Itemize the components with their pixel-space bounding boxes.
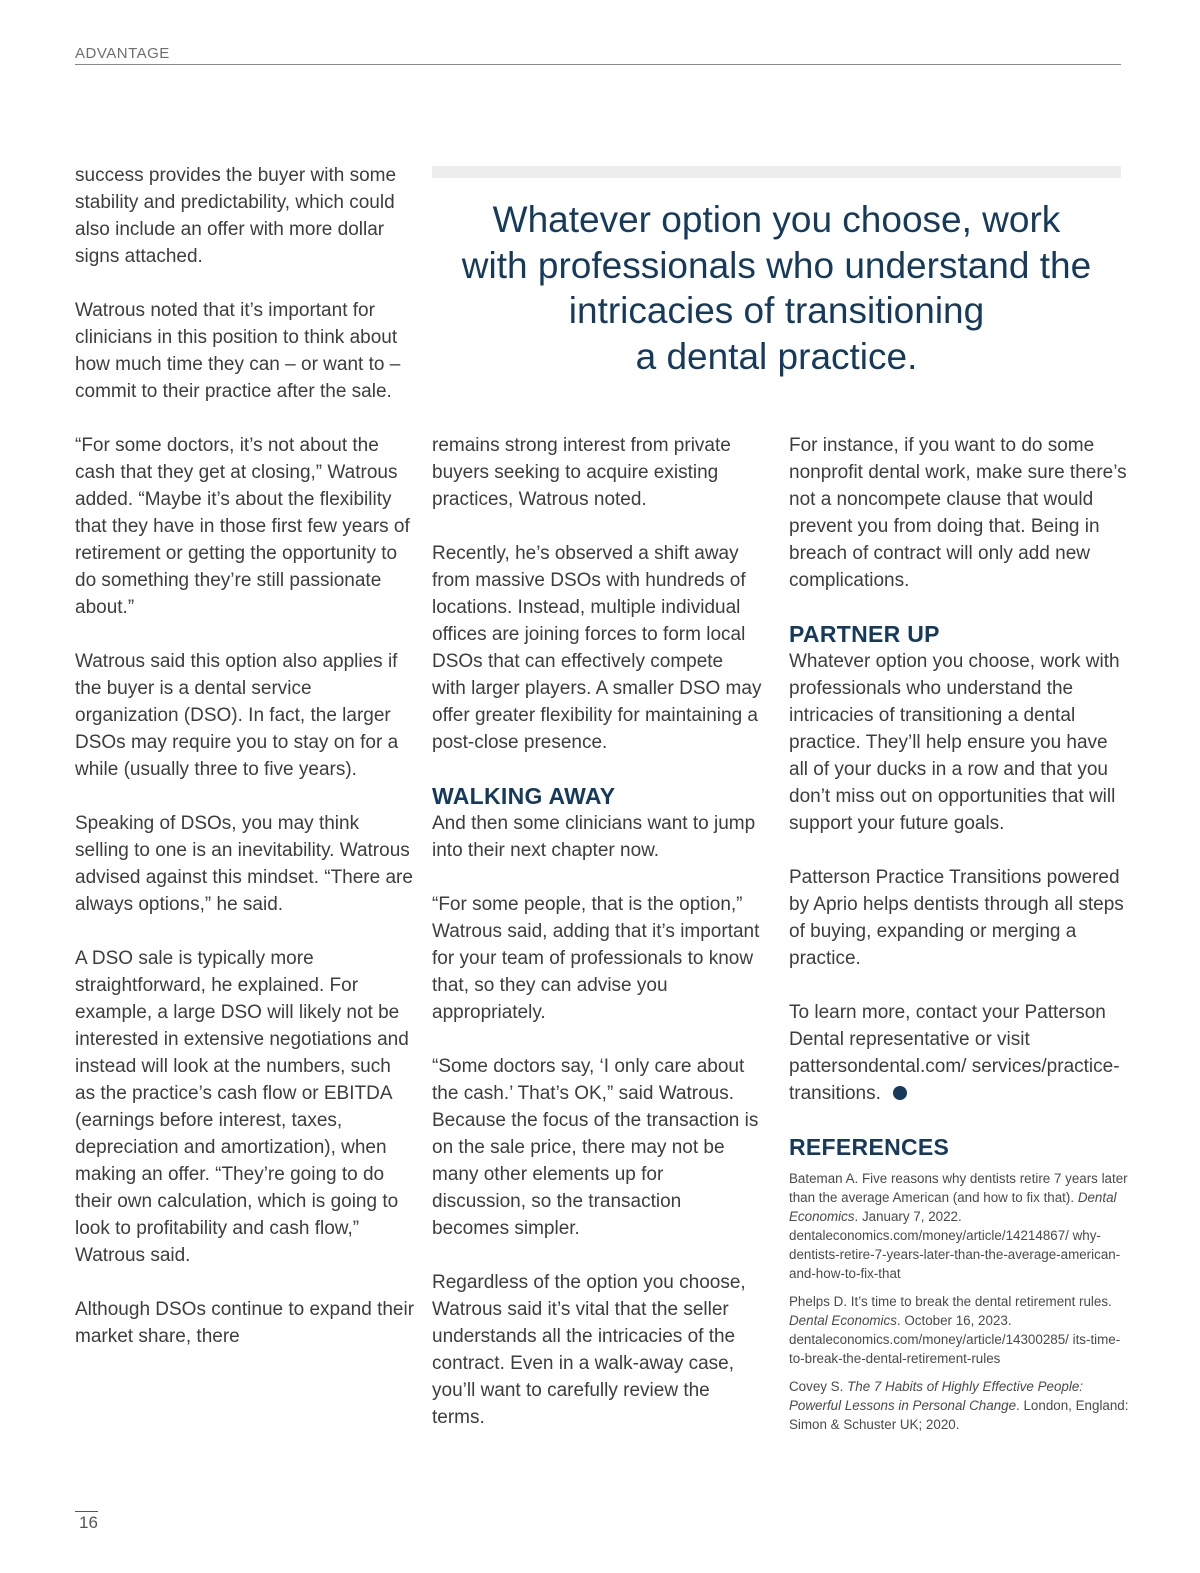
- reference-item: [789, 1377, 1129, 1434]
- pull-quote: [432, 197, 1121, 379]
- article-column-1: [75, 162, 415, 1350]
- reference-text: . October 16, 2023. dentaleconomics.com/money/article/14300285/ its-time-to-break-the-dental-retirement-rules: [789, 1313, 1121, 1366]
- reference-journal: The 7 Habits of Highly Effective People: Powerful Lessons in Personal Change: [789, 1379, 1084, 1413]
- reference-journal: Dental Economics: [789, 1313, 897, 1328]
- reference-item: [789, 1292, 1129, 1368]
- body-paragraph: remains strong interest from private buyers seeking to acquire existing practices, Watrous noted.: [432, 435, 731, 510]
- body-paragraph: “Some doctors say, ‘I only care about the cash.’ That’s OK,” said Watrous. Because the focus of the transaction is on the sale price, there may not be many other elements up for discussion, so the transaction becomes simpler.: [432, 1056, 759, 1239]
- body-paragraph: Watrous said this option also applies if the buyer is a dental service organization (DSO). In fact, the larger DSOs may require you to stay on for a while (usually three to five years).: [75, 651, 399, 780]
- body-paragraph: “For some people, that is the option,” Watrous said, adding that it’s important for your team of professionals to know that, so they can advise you appropriately.: [432, 894, 760, 1023]
- body-paragraph: Whatever option you choose, work with professionals who understand the intricacies of transitioning a dental practice. They’ll help ensure you have all of your ducks in a row and that you don’t miss out on opportunities that will support your future goals.: [789, 651, 1120, 834]
- walking-away-heading: WALKING AWAY: [432, 783, 616, 809]
- body-paragraph: A DSO sale is typically more straightforward, he explained. For example, a large DSO will likely not be interested in extensive negotiations and instead will look at the numbers, such as the practice’s cash flow or EBITDA (earnings before interest, taxes, depreciation and amortization), when making an offer. “They’re going to do their own calculation, which is going to look to profitability and cash flow,” Watrous said.: [75, 948, 409, 1266]
- pull-quote-line: with professionals who understand the: [461, 244, 1092, 286]
- page-number: 16: [79, 1513, 98, 1532]
- pull-quote-line: Whatever option you choose, work: [492, 199, 1061, 240]
- body-paragraph: Speaking of DSOs, you may think selling to one is an inevitability. Watrous advised against this mindset. “There are always options,” he said.: [75, 813, 413, 915]
- body-paragraph: For instance, if you want to do some nonprofit dental work, make sure there’s not a noncompete clause that would prevent you from doing that. Being in breach of contract will only add new complications.: [789, 435, 1127, 591]
- references-heading: REFERENCES: [789, 1134, 950, 1160]
- pull-quote-band: [432, 166, 1121, 178]
- article-column-3: [789, 432, 1129, 1443]
- body-paragraph: “For some doctors, it’s not about the cash that they get at closing,” Watrous added. “Maybe it’s about the flexibility that they have in those first few years of retirement or getting the opportunity to do something they’re still passionate about.”: [75, 435, 410, 618]
- partner-up-heading: PARTNER UP: [789, 621, 940, 647]
- contact-paragraph: [789, 999, 1129, 1107]
- reference-text: Bateman A. Five reasons why dentists retire 7 years later than the average American (and how to fix that).: [789, 1171, 1128, 1205]
- header-rule: [75, 64, 1121, 65]
- reference-item: [789, 1169, 1129, 1283]
- body-paragraph: Although DSOs continue to expand their market share, there: [75, 1299, 415, 1347]
- body-paragraph: And then some clinicians want to jump into their next chapter now.: [432, 813, 756, 861]
- reference-journal: Dental Economics: [789, 1190, 1117, 1224]
- section-label: ADVANTAGE: [75, 45, 170, 62]
- reference-text: . January 7, 2022. dentaleconomics.com/money/article/14214867/ why-dentists-retire-7-years-later-than-the-average-american-and-how-to-fix-that: [789, 1209, 1121, 1281]
- pull-quote-line: intricacies of transitioning: [568, 290, 985, 331]
- end-of-article-dot-icon: [893, 1086, 907, 1100]
- reference-text: . London, England: Simon & Schuster UK; 2020.: [789, 1398, 1129, 1432]
- body-paragraph: Watrous noted that it’s important for clinicians in this position to think about how much time they can – or want to – commit to their practice after the sale.: [75, 300, 401, 402]
- references-list: [789, 1169, 1129, 1434]
- body-paragraph: success provides the buyer with some stability and predictability, which could also include an offer with more dollar signs attached.: [75, 165, 397, 267]
- body-paragraph: Recently, he’s observed a shift away from massive DSOs with hundreds of locations. Instead, multiple individual offices are joining forces to form local DSOs that can effectively compete with larger players. A smaller DSO may offer greater flexibility for maintaining a post-close presence.: [432, 543, 762, 753]
- body-paragraph: Patterson Practice Transitions powered by Aprio helps dentists through all steps of buying, expanding or merging a practice.: [789, 867, 1124, 969]
- page-number-rule: [75, 1511, 98, 1512]
- contact-text: To learn more, contact your Patterson Dental representative or visit pattersondental.com/ services/practice-transitions.: [789, 1002, 1120, 1104]
- reference-text: Phelps D. It’s time to break the dental retirement rules.: [789, 1294, 1112, 1309]
- reference-text: Covey S.: [789, 1379, 848, 1394]
- article-column-2: [432, 432, 762, 1431]
- pull-quote-line: a dental practice.: [635, 335, 918, 377]
- body-paragraph: Regardless of the option you choose, Watrous said it’s vital that the seller understands all the intricacies of the contract. Even in a walk-away case, you’ll want to carefully review the terms.: [432, 1272, 746, 1428]
